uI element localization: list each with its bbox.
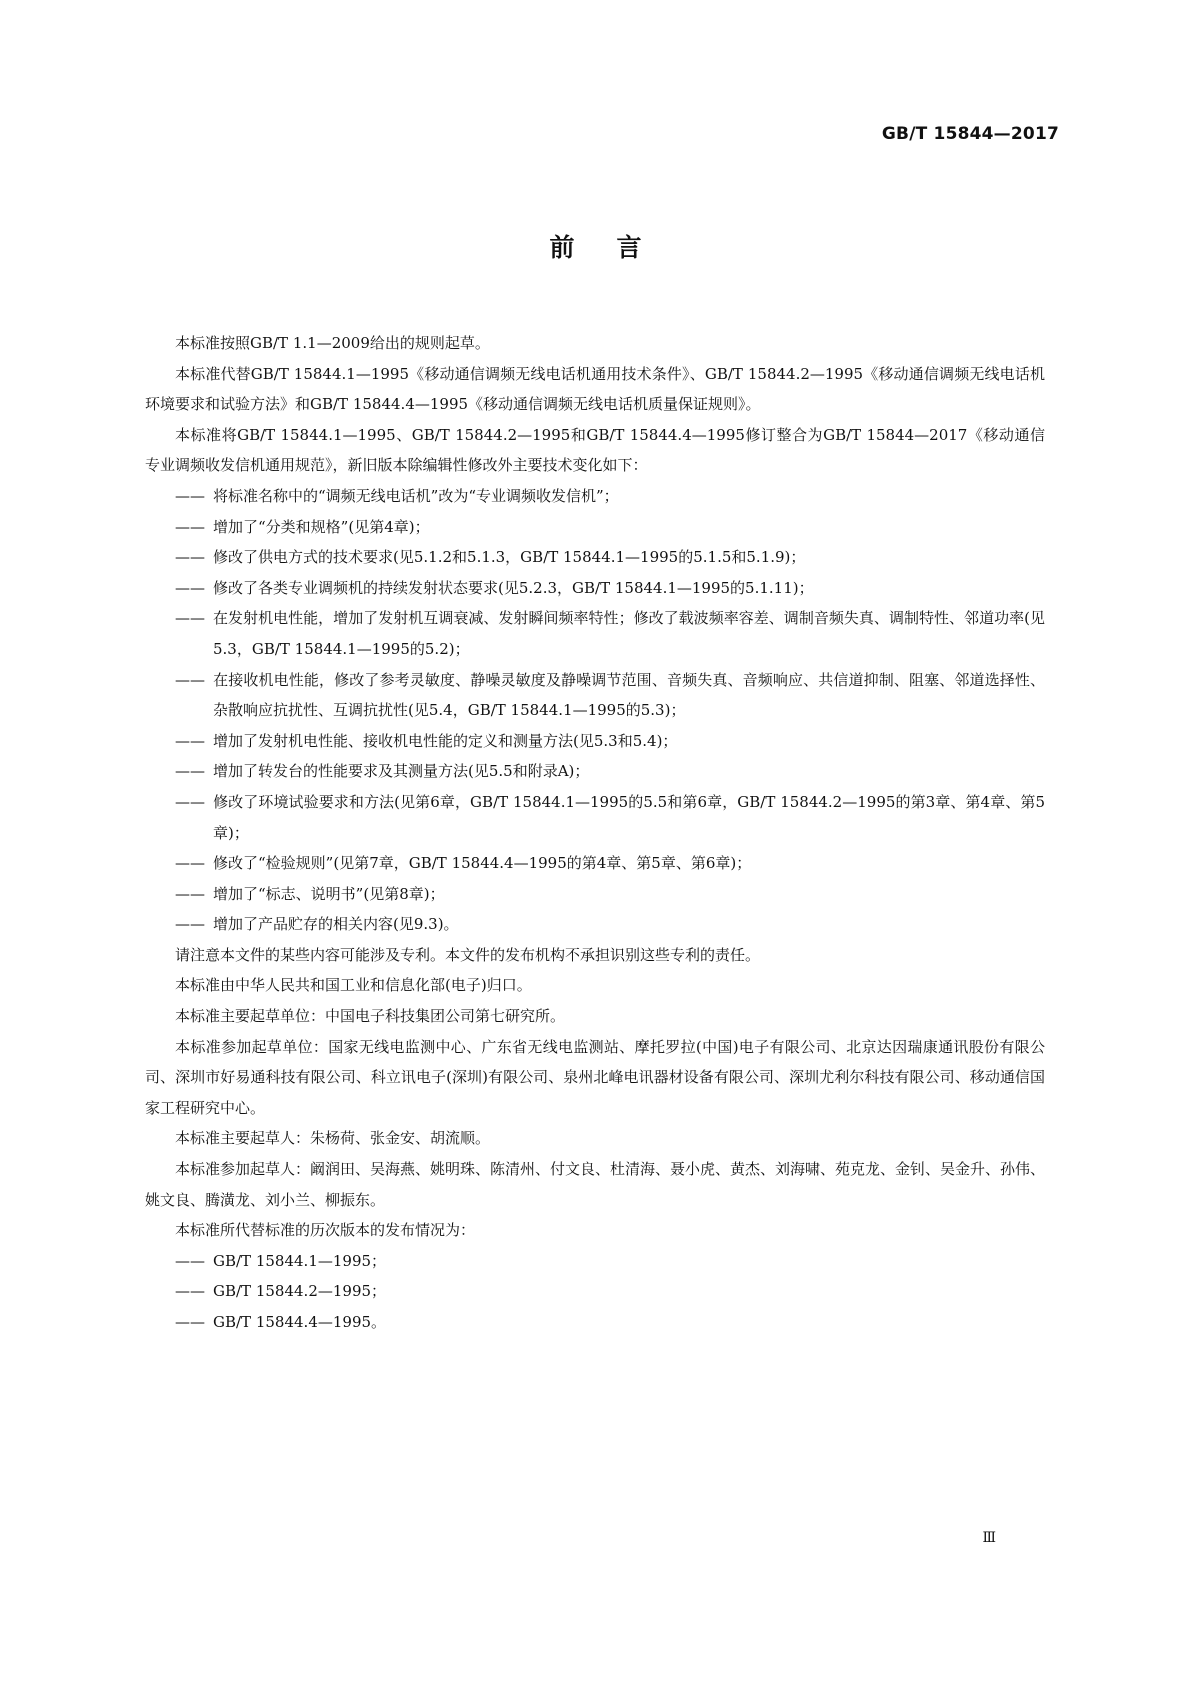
change-item-text: 增加了转发台的性能要求及其测量方法(见5.5和附录A)；	[213, 762, 590, 781]
change-item	[145, 665, 1045, 726]
dash-marker: ——	[175, 915, 205, 934]
page-number: Ⅲ	[982, 1530, 996, 1546]
paragraph-revision-summary: 本标准将GB/T 15844.1—1995、GB/T 15844.2—1995和GB/T 15844.4—1995修订整合为GB/T 15844—2017《移动通信专业调频收发信机通用规范》，新旧版本除编辑性修改外主要技术变化如下：	[145, 425, 1045, 475]
change-item	[145, 481, 1045, 512]
change-item	[145, 787, 1045, 848]
change-item	[145, 573, 1045, 604]
dash-marker: ——	[175, 1251, 205, 1270]
change-item	[145, 542, 1045, 573]
previous-version-text: GB/T 15844.4—1995。	[213, 1313, 387, 1331]
change-item-text: 修改了各类专业调频机的持续发射状态要求(见5.2.3，GB/T 15844.1—1995的5.1.11)；	[213, 578, 814, 597]
previous-version-text: GB/T 15844.2—1995；	[213, 1282, 387, 1301]
page-title: 前言	[549, 233, 684, 262]
previous-version-text: GB/T 15844.1—1995；	[213, 1251, 387, 1270]
change-item-text: 增加了发射机电性能、接收机电性能的定义和测量方法(见5.3和5.4)；	[213, 731, 678, 750]
dash-marker: ——	[175, 548, 205, 567]
dash-marker: ——	[175, 670, 205, 689]
change-item-text: 增加了“标志、说明书”(见第8章)；	[213, 884, 445, 903]
paragraph-previous-editions: 本标准所代替标准的历次版本的发布情况为：	[175, 1221, 476, 1240]
change-item-text: 将标准名称中的“调频无线电话机”改为“专业调频收发信机”；	[213, 486, 619, 505]
change-item	[145, 603, 1045, 664]
dash-marker: ——	[175, 517, 205, 536]
previous-version-item	[145, 1246, 1045, 1277]
paragraph-main-drafters: 本标准主要起草人：朱杨荷、张金安、胡流顺。	[175, 1129, 491, 1148]
document-body	[145, 328, 1045, 1338]
dash-marker: ——	[175, 854, 205, 873]
change-item	[145, 848, 1045, 879]
change-item-text: 在接收机电性能，修改了参考灵敏度、静噪灵敏度及静噪调节范围、音频失真、音频响应、共信道抑制、阻塞、邻道选择性、杂散响应抗扰性、互调抗扰性(见5.4，GB/T 15844.1—1995的5.3)；	[213, 670, 1045, 720]
change-item	[145, 756, 1045, 787]
dash-marker: ——	[175, 762, 205, 781]
dash-marker: ——	[175, 1282, 205, 1301]
dash-marker: ——	[175, 792, 205, 811]
dash-marker: ——	[175, 1313, 205, 1331]
paragraph-main-drafting-unit: 本标准主要起草单位：中国电子科技集团公司第七研究所。	[175, 1007, 566, 1026]
dash-marker: ——	[175, 486, 205, 505]
changes-list	[145, 481, 1045, 940]
change-item	[145, 726, 1045, 757]
paragraph-replaces: 本标准代替GB/T 15844.1—1995《移动通信调频无线电话机通用技术条件》、GB/T 15844.2—1995《移动通信调频无线电话机环境要求和试验方法》和GB/T 15844.4—1995《移动通信调频无线电话机质量保证规则》。	[145, 364, 1045, 414]
paragraph-participating-drafters: 本标准参加起草人：阚润田、吴海燕、姚明珠、陈清州、付文良、杜清海、聂小虎、黄杰、刘海啸、苑克龙、金钊、吴金升、孙伟、姚文良、腾潢龙、刘小兰、柳振东。	[145, 1160, 1046, 1209]
change-item-text: 增加了“分类和规格”(见第4章)；	[213, 517, 430, 536]
paragraph-drafting-rules: 本标准按照GB/T 1.1—2009给出的规则起草。	[175, 334, 490, 352]
change-item-text: 增加了产品贮存的相关内容(见9.3)。	[213, 915, 459, 934]
change-item-text: 修改了“检验规则”(见第7章，GB/T 15844.4—1995的第4章、第5章、第6章)；	[213, 854, 752, 873]
previous-version-item	[145, 1307, 1045, 1338]
standard-number-header: GB/T 15844—2017	[881, 124, 1059, 144]
change-item-text: 在发射机电性能，增加了发射机互调衰减、发射瞬间频率特性；修改了载波频率容差、调制音频失真、调制特性、邻道功率(见5.3，GB/T 15844.1—1995的5.2)；	[213, 609, 1045, 658]
previous-version-item	[145, 1276, 1045, 1307]
dash-marker: ——	[175, 578, 205, 597]
change-item-text: 修改了供电方式的技术要求(见5.1.2和5.1.3，GB/T 15844.1—1995的5.1.5和5.1.9)；	[213, 548, 806, 567]
paragraph-participating-units: 本标准参加起草单位：国家无线电监测中心、广东省无线电监测站、摩托罗拉(中国)电子有限公司、北京达因瑞康通讯股份有限公司、深圳市好易通科技有限公司、科立讯电子(深圳)有限公司、泉州北峰电讯器材设备有限公司、深圳尤利尔科技有限公司、移动通信国家工程研究中心。	[145, 1037, 1045, 1117]
change-item-text: 修改了环境试验要求和方法(见第6章，GB/T 15844.1—1995的5.5和第6章，GB/T 15844.2—1995的第3章、第4章、第5章)；	[213, 792, 1045, 842]
change-item	[145, 512, 1045, 543]
change-item	[145, 909, 1045, 940]
dash-marker: ——	[175, 884, 205, 903]
paragraph-centralized-by: 本标准由中华人民共和国工业和信息化部(电子)归口。	[175, 976, 532, 995]
previous-versions-list	[145, 1246, 1045, 1338]
paragraph-patent-notice: 请注意本文件的某些内容可能涉及专利。本文件的发布机构不承担识别这些专利的责任。	[175, 945, 761, 964]
change-item	[145, 879, 1045, 910]
dash-marker: ——	[175, 609, 205, 628]
dash-marker: ——	[175, 731, 205, 750]
